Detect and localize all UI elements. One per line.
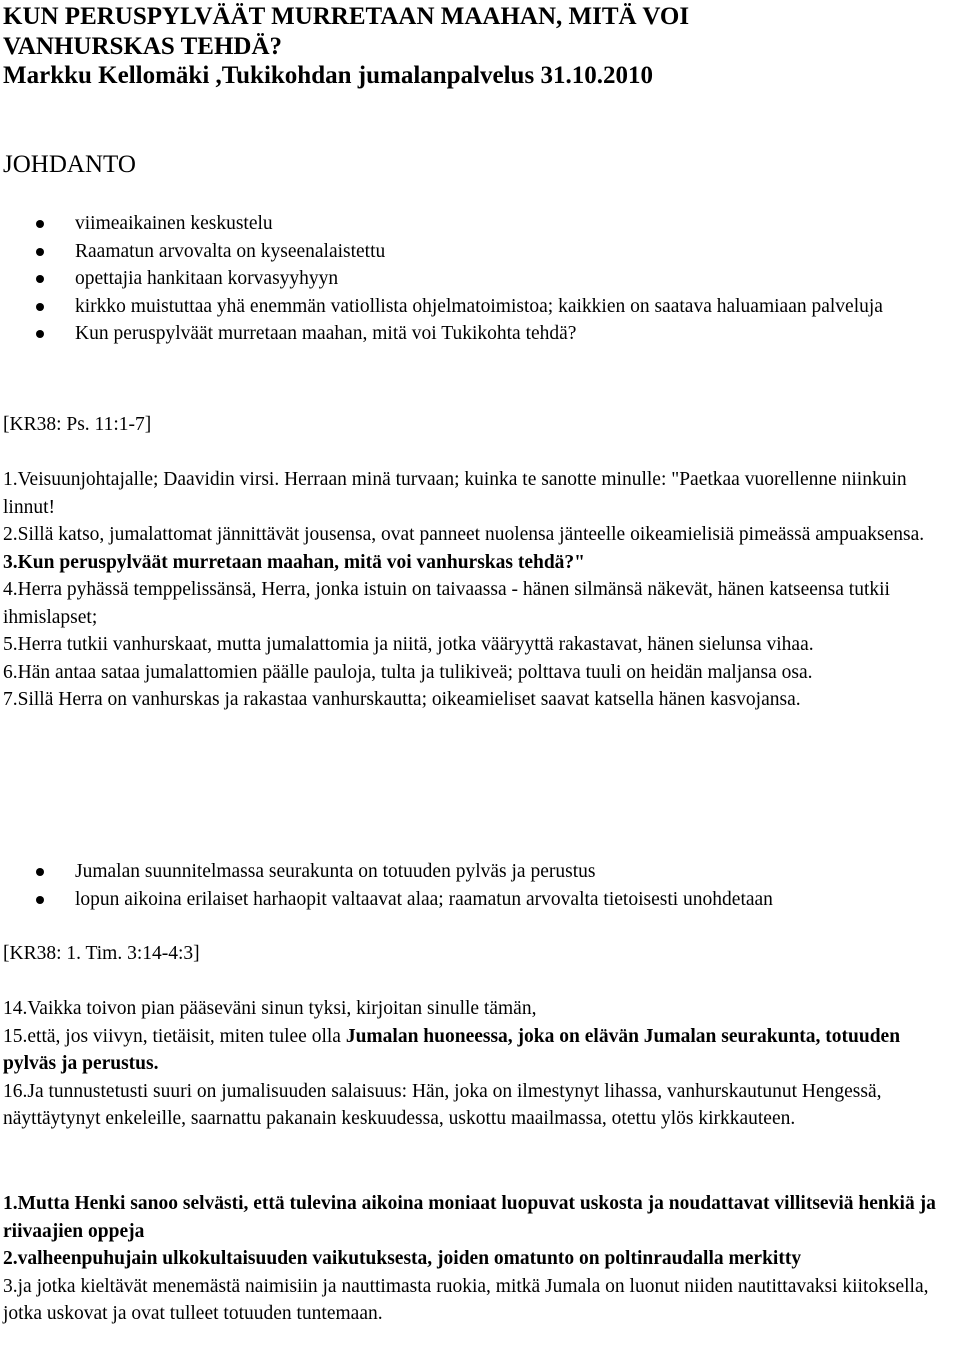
verse-text: Herra pyhässä temppelissänsä, Herra, jonka istuin on taivaassa - hänen silmänsä näkevät, hänen katseensa tutkii ihmislapset; xyxy=(3,579,890,628)
verse-highlighted xyxy=(3,1245,953,1273)
verse-text: Ja tunnustetusti suuri on jumalisuuden salaisuus: Hän, joka on ilmestynyt lihassa, vanhurskautunut Hengessä, näyttäytynyt enkeleille, saarnattu pakanain keskuudessa, uskottu maailmassa, otettu ylös kirkkauteen. xyxy=(3,1080,882,1129)
verse xyxy=(3,466,953,521)
verse-number: 5. xyxy=(3,634,18,655)
list-item: opettajia hankitaan korvasyyhyyn xyxy=(0,265,950,293)
list-item: lopun aikoina erilaiset harhaopit valtaavat alaa; raamatun arvovalta tietoisesti unohdetaan xyxy=(0,886,950,914)
section-heading: JOHDANTO xyxy=(3,151,136,178)
verse-text: Herra tutkii vanhurskaat, mutta jumalattomia ja niitä, jotka vääryyttä rakastavat, hänen sielunsa vihaa. xyxy=(17,634,814,655)
verse-number: 1. xyxy=(3,1193,18,1214)
verse-number: 2. xyxy=(3,524,18,545)
list-item: Kun peruspylväät murretaan maahan, mitä voi Tukikohta tehdä? xyxy=(0,320,950,348)
verse-number: 3. xyxy=(3,551,18,573)
verse-number: 1. xyxy=(3,469,18,490)
verse-number: 7. xyxy=(3,689,18,710)
list-item: Raamatun arvovalta on kyseenalaistettu xyxy=(0,238,950,266)
document-title xyxy=(3,2,953,91)
verse-text: että, jos viivyn, tietäisit, miten tulee olla xyxy=(27,1025,346,1047)
timothy-verses xyxy=(3,995,953,1133)
verse-text: Kun peruspylväät murretaan maahan, mitä voi vanhurskas tehdä?" xyxy=(17,551,586,573)
verse-number: 6. xyxy=(3,661,18,683)
verse xyxy=(3,995,953,1023)
verse-text: ja jotka kieltävät menemästä naimisiin ja nauttimasta ruokia, mitkä Jumala on luonut niiden nautittavaksi kiitoksella, jotka uskovat ja ovat tulleet totuuden tuntemaan. xyxy=(3,1275,929,1324)
verse-text: Veisuunjohtajalle; Daavidin virsi. Herraan minä turvaan; kuinka te sanotte minulle: "Paetkaa vuorellenne niinkuin linnut! xyxy=(3,469,907,518)
verse xyxy=(3,659,953,687)
verse-number: 4. xyxy=(3,579,18,600)
timothy-chapter4-verses xyxy=(3,1190,953,1328)
verse-number: 14. xyxy=(3,998,28,1019)
verse-text: Sillä katso, jumalattomat jännittävät jousensa, ovat panneet nuolensa jänteelle oikeamielisiä pimeässä ampuaksensa. xyxy=(17,524,925,545)
verse-text: Hän antaa sataa jumalattomien päälle pauloja, tulta ja tulikiveä; polttava tuuli on heidän maljansa osa. xyxy=(17,661,813,683)
verse-text-emphasis: Jumalan huoneessa, joka on elävän Jumalan seurakunta, totuuden pylväs ja perustus. xyxy=(3,1025,901,1074)
verse-text: Sillä Herra on vanhurskas ja rakastaa vanhurskautta; oikeamieliset saavat katsella hänen kasvojansa. xyxy=(17,689,801,710)
title-line-3: Markku Kellomäki ,Tukikohdan jumalanpalvelus 31.10.2010 xyxy=(3,62,653,89)
timothy-reference: [KR38: 1. Tim. 3:14-4:3] xyxy=(3,943,200,964)
verse xyxy=(3,1273,953,1328)
verse-number: 16. xyxy=(3,1080,28,1102)
church-bullet-list xyxy=(0,858,950,913)
list-item: Jumalan suunnitelmassa seurakunta on totuuden pylväs ja perustus xyxy=(0,858,950,886)
verse-number: 15. xyxy=(3,1025,28,1047)
verse xyxy=(3,576,953,631)
list-item: viimeaikainen keskustelu xyxy=(0,210,950,238)
verse-number: 3. xyxy=(3,1275,18,1297)
list-item: kirkko muistuttaa yhä enemmän vatiollista ohjelmatoimistoa; kaikkien on saatava haluamiaan palveluja xyxy=(0,293,950,321)
verse-text: Vaikka toivon pian pääseväni sinun tyksi, kirjoitan sinulle tämän, xyxy=(27,998,537,1019)
verse-highlighted xyxy=(3,1190,953,1245)
verse xyxy=(3,1078,953,1133)
title-line-1: KUN PERUSPYLVÄÄT MURRETAAN MAAHAN, MITÄ VOI xyxy=(3,3,690,30)
verse-highlighted xyxy=(3,549,953,577)
verse-text: Mutta Henki sanoo selvästi, että tulevina aikoina moniaat luopuvat uskosta ja noudattavat villitseviä henkiä ja riivaajien oppeja xyxy=(3,1193,936,1242)
intro-bullet-list xyxy=(0,210,950,348)
verse-text: valheenpuhujain ulkokultaisuuden vaikutuksesta, joiden omatunto on poltinraudalla merkitty xyxy=(17,1248,802,1269)
psalm-reference: [KR38: Ps. 11:1-7] xyxy=(3,414,152,435)
verse xyxy=(3,521,953,549)
verse xyxy=(3,686,953,714)
verse xyxy=(3,631,953,659)
title-line-2: VANHURSKAS TEHDÄ? xyxy=(3,32,283,60)
verse-number: 2. xyxy=(3,1248,18,1269)
psalm-verses xyxy=(3,466,953,714)
verse xyxy=(3,1023,953,1078)
